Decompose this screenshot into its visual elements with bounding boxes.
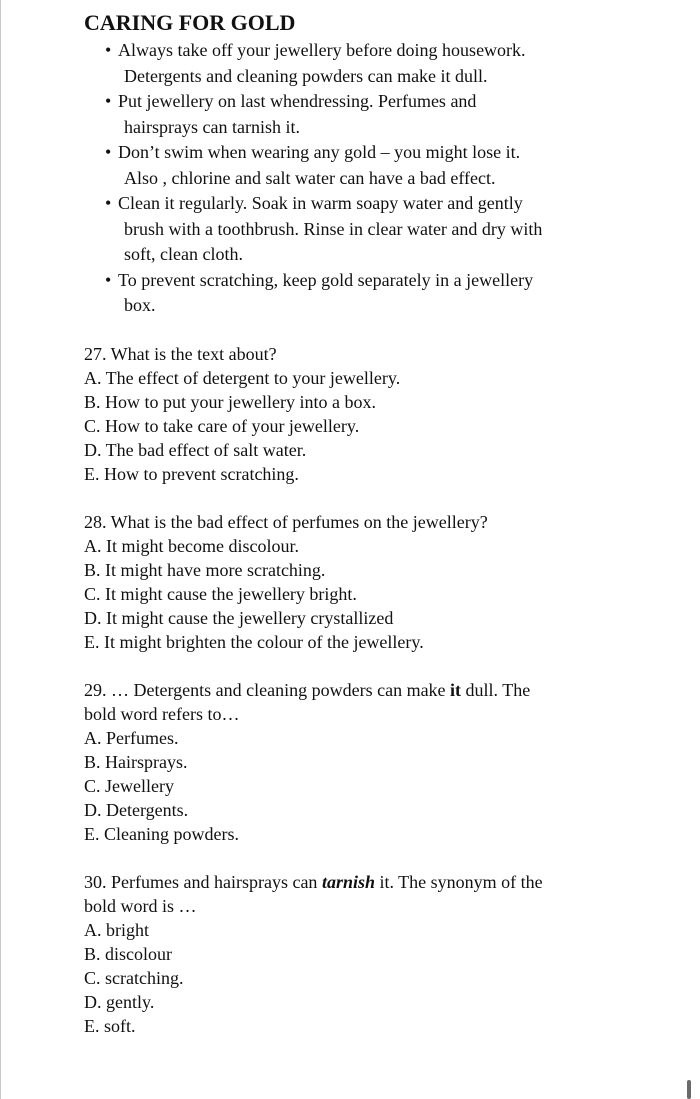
question-stem: 28. What is the bad effect of perfumes on the jewellery? [84, 511, 488, 532]
answer-option: C. How to take care of your jewellery. [84, 415, 360, 436]
document-title: CARING FOR GOLD [84, 10, 296, 35]
bold-word: it [450, 679, 462, 700]
care-tip-2: • Put jewellery on last whendressing. Perfumes and hairsprays can tarnish it. [105, 91, 477, 137]
answer-option: D. Detergents. [84, 799, 189, 820]
care-tip-3: • Don’t swim when wearing any gold – you might lose it. Also , chlorine and salt water can have a bad effect. [105, 142, 521, 188]
answer-option: B. It might have more scratching. [84, 559, 326, 580]
care-tips-list [84, 38, 684, 319]
answer-option: C. It might cause the jewellery bright. [84, 583, 357, 604]
bold-italic-word: tarnish [321, 871, 375, 892]
question-28 [84, 510, 684, 654]
question-stem-continued: bold word refers to… [84, 703, 240, 724]
question-27 [84, 342, 684, 486]
scrollbar-thumb[interactable] [687, 1080, 691, 1099]
document-body [84, 10, 684, 1038]
care-tip-5: • To prevent scratching, keep gold separately in a jewellery box. [105, 269, 534, 315]
answer-option: E. It might brighten the colour of the jewellery. [84, 631, 424, 652]
answer-option: E. How to prevent scratching. [84, 463, 299, 484]
bullet-icon: • [105, 269, 112, 290]
question-stem: 30. Perfumes and hairsprays can tarnish it. The synonym of the [84, 871, 543, 892]
question-stem-continued: bold word is … [84, 895, 197, 916]
question-stem: 29. … Detergents and cleaning powders can make it dull. The [84, 679, 531, 700]
answer-option: A. It might become discolour. [84, 535, 299, 556]
care-tip-1: • Always take off your jewellery before doing housework. Detergents and cleaning powders can make it dull. [105, 40, 526, 86]
answer-option: C. Jewellery [84, 775, 174, 796]
answer-option: B. How to put your jewellery into a box. [84, 391, 376, 412]
bullet-icon: • [105, 193, 112, 213]
answer-option: E. soft. [84, 1015, 136, 1036]
answer-option: A. Perfumes. [84, 727, 179, 748]
care-tip-4: • Clean it regularly. Soak in warm soapy water and gently brush with a toothbrush. Rinse in clear water and dry with soft, clean cloth. [105, 193, 543, 264]
answer-option: D. The bad effect of salt water. [84, 439, 307, 460]
answer-option: D. gently. [84, 991, 155, 1012]
question-stem: 27. What is the text about? [84, 343, 277, 364]
page-left-edge [0, 0, 1, 1099]
answer-option: D. It might cause the jewellery crystallized [84, 607, 394, 628]
bullet-icon: • [105, 142, 112, 162]
answer-option: B. discolour [84, 943, 172, 964]
question-30 [84, 870, 684, 1038]
answer-option: A. The effect of detergent to your jewellery. [84, 367, 401, 388]
answer-option: B. Hairsprays. [84, 751, 188, 772]
answer-option: C. scratching. [84, 967, 184, 988]
question-29 [84, 678, 684, 846]
answer-option: E. Cleaning powders. [84, 823, 239, 844]
bullet-icon: • [105, 91, 112, 111]
bullet-icon: • [105, 40, 112, 60]
answer-option: A. bright [84, 919, 149, 940]
